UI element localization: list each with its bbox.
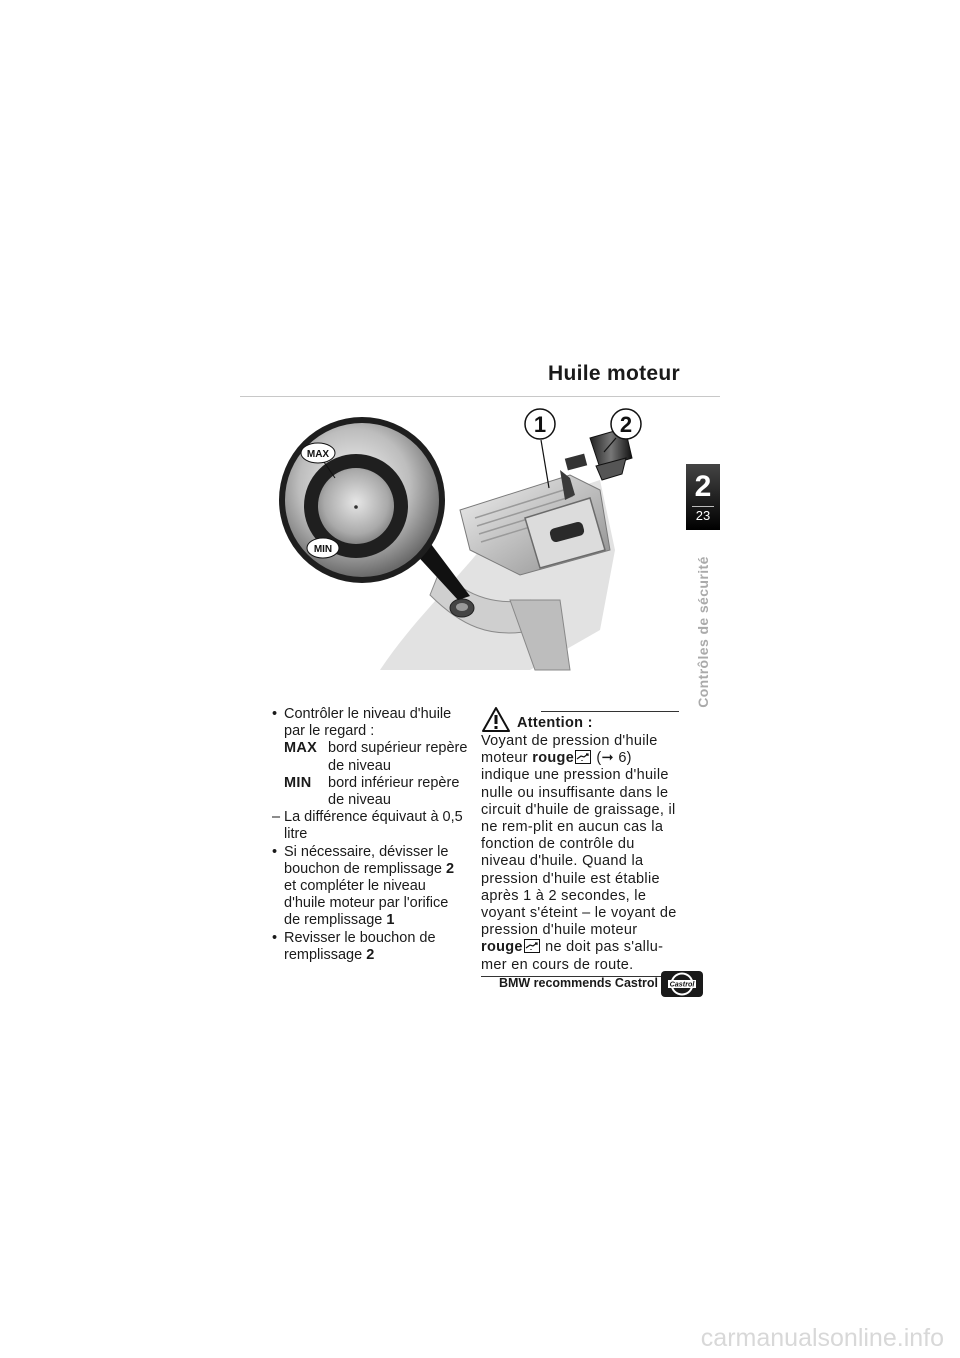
callout-1-leader xyxy=(541,440,549,488)
max-description: bord supérieur repère de niveau xyxy=(328,740,468,774)
attention-header xyxy=(481,706,679,733)
bullet-marker: • xyxy=(272,706,278,722)
svg-text:1: 1 xyxy=(533,412,547,437)
page-number: 23 xyxy=(695,508,711,523)
max-label xyxy=(301,443,335,463)
bullet-marker: • xyxy=(272,843,278,860)
dash-marker: – xyxy=(272,809,281,826)
list-item xyxy=(272,844,468,930)
attention-title: Attention : xyxy=(517,714,593,731)
min-description: bord inférieur repère de niveau xyxy=(328,774,460,809)
bullet-marker: • xyxy=(272,929,278,946)
instruction-text: Revisser le bouchon de remplissage xyxy=(284,929,436,963)
part-reference: 1 xyxy=(386,912,395,929)
svg-text:MAX: MAX xyxy=(306,449,330,460)
callout-2 xyxy=(611,409,641,439)
warning-color-word: rouge xyxy=(481,939,523,956)
min-label xyxy=(307,538,339,558)
instruction-text: Si nécessaire, dévisser le bouchon de remplissage xyxy=(284,843,449,877)
attention-box xyxy=(481,706,679,977)
definition-row-max xyxy=(272,740,468,774)
section-side-label: Contrôles de sécurité xyxy=(695,556,711,708)
oil-pressure-icon xyxy=(575,750,591,764)
callout-1 xyxy=(525,409,555,439)
instruction-text: et compléter le niveau d'huile moteur par l'orifice de remplissage xyxy=(284,878,449,929)
min-term: MIN xyxy=(284,774,312,791)
title-divider xyxy=(240,396,720,397)
brand-text: BMW recommends Castrol xyxy=(498,976,658,990)
part-reference: 2 xyxy=(446,860,455,877)
chapter-number: 2 xyxy=(694,470,712,503)
instructions-column xyxy=(272,706,468,964)
sight-glass-magnifier xyxy=(279,417,445,583)
watermark: carmanualsonline.info xyxy=(700,1324,944,1352)
castrol-logo xyxy=(660,970,704,998)
svg-text:MIN: MIN xyxy=(313,544,333,555)
page-title: Huile moteur xyxy=(548,362,680,385)
page-reference: (➞ 6) xyxy=(596,750,632,767)
max-term: MAX xyxy=(284,740,318,757)
instruction-text: La différence équivaut à 0,5 litre xyxy=(284,809,463,843)
svg-text:2: 2 xyxy=(619,412,633,437)
svg-text:Castrol: Castrol xyxy=(669,979,695,989)
oil-pressure-icon xyxy=(524,939,540,953)
part-reference: 2 xyxy=(366,946,375,963)
list-item xyxy=(272,706,468,740)
list-item xyxy=(272,809,468,843)
definition-row-min xyxy=(272,775,468,809)
warning-triangle-icon xyxy=(481,706,511,733)
instruction-text: Contrôler le niveau d'huile par le regard : xyxy=(284,706,452,740)
engine-oil-figure xyxy=(270,400,720,700)
attention-text: Voyant de pression d'huile moteur rouge (➞ 6) indique une pression d'huile nulle ou insuffisante dans le circuit d'huile de graissage, il ne rem-plit en aucun cas la fonction de contrôle du niveau d'huile. Quand la pression d'huile est établie après 1 à 2 secondes, le voyant s'éteint – le voyant de pression d'huile moteur rouge ne doit pas s'allu-mer en cours de route. xyxy=(481,733,677,973)
warning-color-word: rouge xyxy=(532,750,575,767)
list-item xyxy=(272,930,468,964)
